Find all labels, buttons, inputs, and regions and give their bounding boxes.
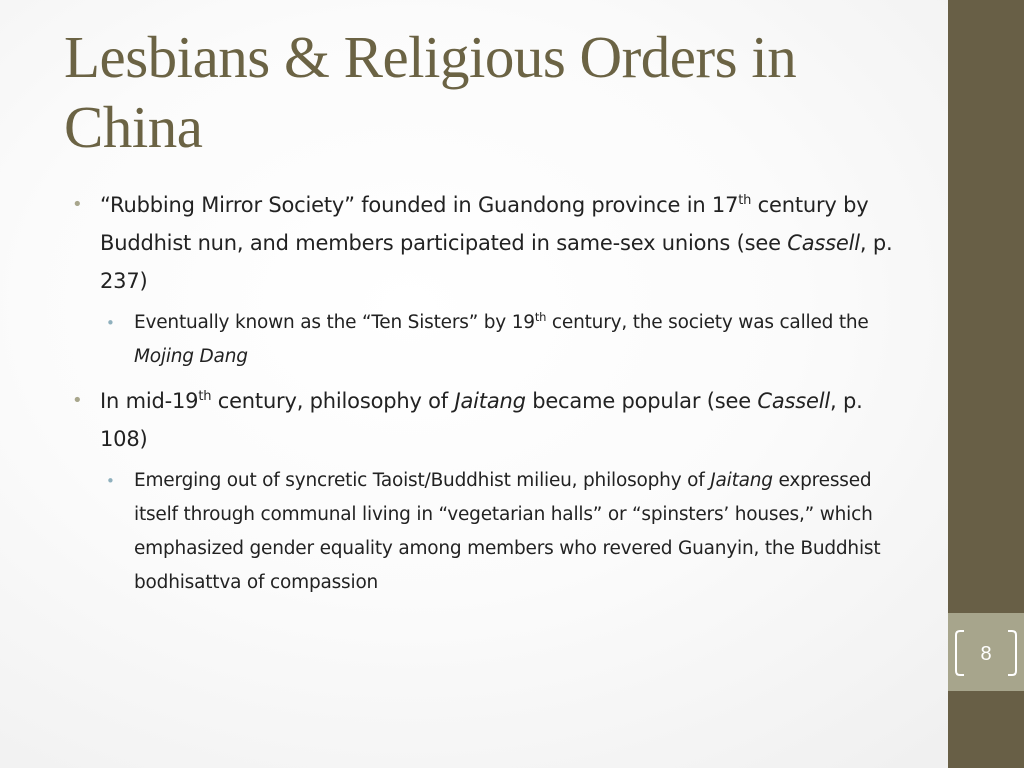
sub-bullet-text: century, the society was called the <box>546 312 869 333</box>
bullet-text: , p. 108) <box>100 389 863 451</box>
bullet-dot-icon: • <box>72 194 83 215</box>
citation-title: Cassell <box>757 389 831 413</box>
sub-bullet-dot-icon: • <box>106 472 115 490</box>
ordinal-suffix: th <box>738 193 752 208</box>
sub-bullet-syncretic-milieu <box>106 464 902 600</box>
bullet-text: century, philosophy of <box>211 389 455 413</box>
sub-bullet-text: expressed itself through communal living in “vegetarian halls” or “spinsters’ houses,” which emphasized gender equality among members who revered Guanyin, the Buddhist bodhisattva of compassion <box>134 470 881 593</box>
bullet-text: “Rubbing Mirror Society” founded in Guandong province in 17 <box>100 193 739 217</box>
emphasized-term: Jaitang <box>710 470 773 491</box>
bullet-list <box>72 186 902 608</box>
bullet-text: In mid-19 <box>100 389 199 413</box>
sub-bullet-text: Eventually known as the “Ten Sisters” by 19 <box>134 312 535 333</box>
ordinal-suffix: th <box>198 389 212 404</box>
emphasized-term: Mojing Dang <box>134 346 248 367</box>
sub-bullet-ten-sisters <box>106 306 902 374</box>
sub-bullet-text: Emerging out of syncretic Taoist/Buddhist milieu, philosophy of <box>134 470 711 491</box>
page-number: 8 <box>980 643 992 665</box>
bullet-rubbing-mirror-society <box>72 186 902 300</box>
bullet-text: became popular (see <box>525 389 758 413</box>
bullet-jaitang-philosophy <box>72 382 902 458</box>
bullet-dot-icon: • <box>72 390 83 411</box>
bullet-text: , p. 237) <box>100 231 893 293</box>
bullet-text: century by Buddhist nun, and members participated in same-sex unions (see <box>100 193 869 255</box>
sub-bullet-dot-icon: • <box>106 314 115 332</box>
slide-title: Lesbians & Religious Orders in China <box>64 24 797 160</box>
emphasized-term: Jaitang <box>454 389 526 413</box>
citation-title: Cassell <box>787 231 860 255</box>
ordinal-suffix: th <box>534 309 547 324</box>
